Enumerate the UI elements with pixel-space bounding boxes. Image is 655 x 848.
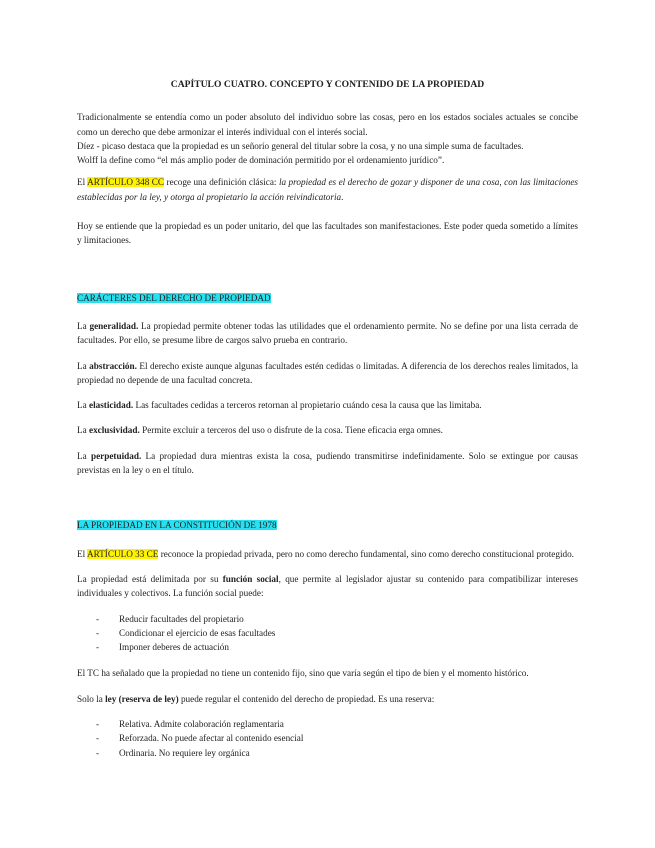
intro-line-2: Díez - picaso destaca que la propiedad es un señorío general del titular sobre la cosa, y no una simple suma de facultades. bbox=[77, 140, 524, 151]
list-item: - Ordinaria. No requiere ley orgánica bbox=[96, 747, 250, 758]
article-348-paragraph: El ARTÍCULO 348 CC recoge una definición clásica: la propiedad es el derecho de gozar y disponer de una cosa, con las limitaciones establecidas por la ley, y otorga al propietario la acción reivindicatoria. bbox=[77, 177, 578, 202]
character-elasticidad: La elasticidad. Las facultades cedidas a terceros retornan al propietario cuándo cesa la causa que las limitaba. bbox=[77, 400, 482, 411]
intro-line-1: Tradicionalmente se entendía como un poder absoluto del individuo sobre las cosas, pero en los estados sociales actuales se concibe como un derecho que debe armonizar el interés individual con el interés social. bbox=[77, 112, 578, 137]
list-item: - Reducir facultades del propietario bbox=[96, 613, 244, 624]
reserve-paragraph: Solo la ley (reserva de ley) puede regular el contenido del derecho de propiedad. Es una reserva: bbox=[77, 693, 435, 704]
article-33-highlight: ARTÍCULO 33 CE bbox=[86, 548, 159, 559]
section-heading-constitucion: LA PROPIEDAD EN LA CONSTITUCIÓN DE 1978 bbox=[77, 520, 277, 531]
intro-paragraph bbox=[77, 110, 578, 167]
tc-paragraph: El TC ha señalado que la propiedad no tiene un contenido fijo, sino que varía según el tipo de bien y el momento histórico. bbox=[77, 668, 529, 679]
list-item: - Imponer deberes de actuación bbox=[96, 642, 229, 653]
unitary-paragraph: Hoy se entiende que la propiedad es un poder unitario, del que las facultades son manifestaciones. Este poder queda sometido a límites y limitaciones. bbox=[77, 221, 578, 246]
reserve-list bbox=[77, 717, 578, 760]
article-33-paragraph: El ARTÍCULO 33 CE reconoce la propiedad privada, pero no como derecho fundamental, sino como derecho constitucional protegido. bbox=[77, 548, 574, 559]
character-abstraccion: La abstracción. El derecho existe aunque algunas facultades estén cedidas o limitadas. A diferencia de los derechos reales limitados, la propiedad no depende de una facultad concreta. bbox=[77, 360, 578, 385]
section-heading-caracteres: CARÁCTERES DEL DERECHO DE PROPIEDAD bbox=[77, 292, 271, 303]
character-generalidad: La generalidad. La propiedad permite obtener todas las utilidades que el ordenamiento permite. No se define por una lista cerrada de facultades. Por ello, se presume libre de cargos salvo prueba en contrario. bbox=[77, 320, 578, 346]
character-exclusividad: La exclusividad. Permite excluir a terceros del uso o disfrute de la cosa. Tiene eficacia erga omnes. bbox=[77, 425, 443, 436]
social-function-paragraph: La propiedad está delimitada por su función social, que permite al legislador ajustar su contenido para compatibilizar intereses individuales y colectivos. La función social puede: bbox=[77, 573, 579, 599]
list-item: - Relativa. Admite colaboración reglamentaria bbox=[96, 719, 284, 730]
character-perpetuidad: La perpetuidad. La propiedad dura mientras exista la cosa, pudiendo transmitirse indefinidamente. Solo se extingue por causas previstas en la ley o en el título. bbox=[77, 450, 578, 476]
list-item: - Reforzada. No puede afectar al contenido esencial bbox=[96, 733, 304, 744]
page-title: CAPÍTULO CUATRO. CONCEPTO Y CONTENIDO DE LA PROPIEDAD bbox=[170, 79, 485, 90]
intro-line-3: Wolff la define como “el más amplio poder de dominación permitido por el ordenamiento jurídico”. bbox=[77, 155, 445, 166]
article-348-quote: la propiedad es el derecho de gozar y disponer de una cosa, con las limitaciones establecidas por la ley, y otorga al propietario la acción reivindicatoria bbox=[77, 177, 578, 202]
social-function-list bbox=[77, 612, 578, 655]
article-348-highlight: ARTÍCULO 348 CC bbox=[87, 177, 165, 188]
list-item: - Condicionar el ejercicio de esas facultades bbox=[96, 627, 276, 638]
